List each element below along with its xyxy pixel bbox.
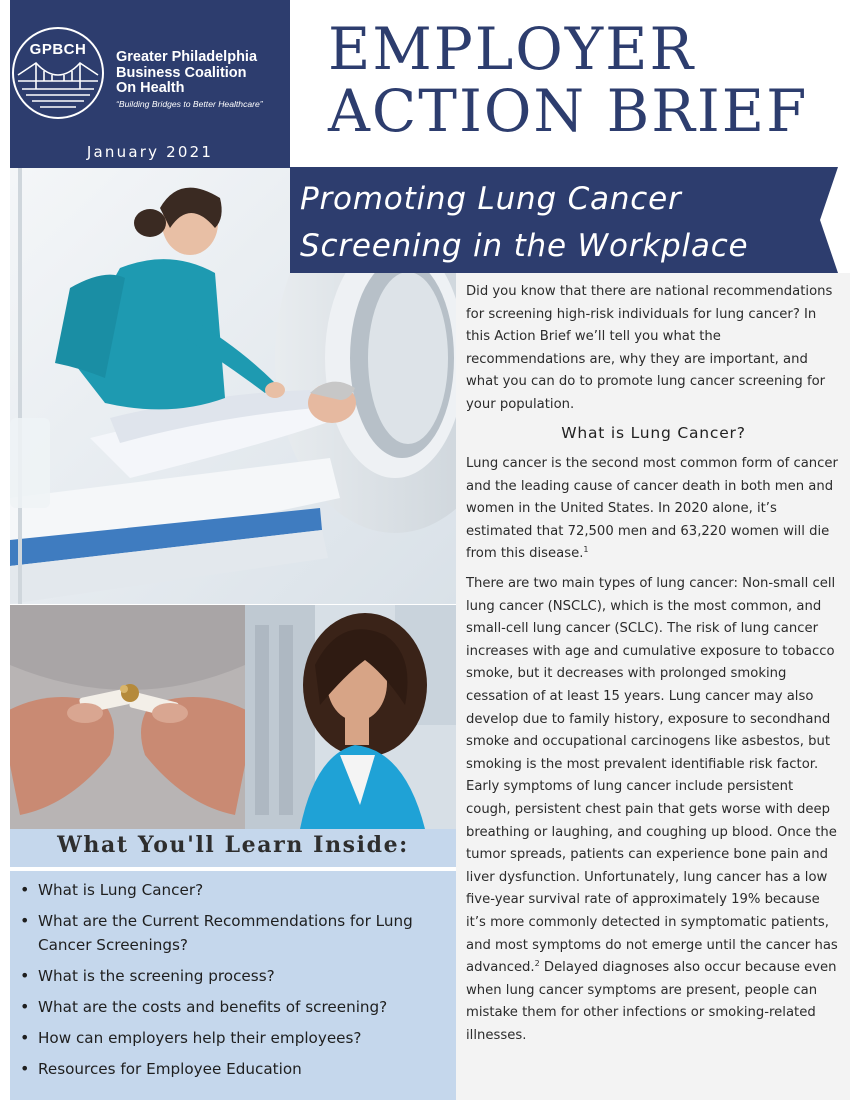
lung-cancer-paragraph-1 [466, 453, 841, 566]
learn-inside-title: What You'll Learn Inside: [57, 832, 409, 858]
organization-tagline: “Building Bridges to Better Healthcare” [116, 99, 263, 109]
issue-date: January 2021 [86, 143, 214, 161]
lung-cancer-paragraph-2 [466, 573, 841, 1047]
paragraph-2-text-a: There are two main types of lung cancer: Non-small cell lung cancer (NSCLC), which is the most common, and small-cell lung cancer (SCLC). The risk of lung cancer increases with age and cumulative exposure to tobacco smoke, but it decreases with prolonged smoking cessation of at least 15 years. Lung cancer may also develop due to family history, exposure to secondhand smoke and occupational carcinogens like asbestos, but smoking is the most prevalent identifiable risk factor. Early symptoms of lung cancer include persistent cough, persistent chest pain that gets worse with deep breathing or laughing, and coughing up blood. Once the tumor spreads, patients can experience bone pain and liver dysfunction. Unfortunately, lung cancer has a low five-year survival rate of approximately 19% because it’s more commonly detected in symptomatic patients, and most symptoms do not emerge until the cancer has advanced. [466, 576, 838, 976]
bridge-icon [14, 29, 102, 117]
woman-breathing-photo [245, 605, 456, 829]
list-item: • What is the screening process? [18, 964, 448, 988]
broken-cigarette-photo [10, 605, 245, 829]
gpbch-logo [12, 27, 104, 119]
footnote-ref-2: 2 [534, 959, 540, 969]
org-name-line-1: Greater Philadelphia [116, 49, 258, 65]
banner-line-2: Screening in the Workplace [300, 228, 749, 264]
section-heading-lung-cancer: What is Lung Cancer? [561, 424, 746, 442]
title-line-2: ACTION BRIEF [328, 77, 809, 145]
brief-title [328, 15, 848, 145]
woman-breathing-illustration [245, 605, 456, 829]
list-item: • What are the costs and benefits of screening? [18, 995, 448, 1019]
footnote-ref-1: 1 [583, 545, 589, 555]
organization-name [116, 50, 286, 97]
list-item: • What are the Current Recommendations for Lung Cancer Screenings? [18, 909, 448, 957]
org-name-line-2: Business Coalition [116, 64, 247, 81]
paragraph-2-text-b: Delayed diagnoses also occur because even when lung cancer symptoms are present, people can mistake them for other infections or smoking-related illnesses. [466, 960, 837, 1043]
list-item: • What is Lung Cancer? [18, 878, 448, 902]
title-line-1: EMPLOYER [328, 15, 696, 83]
learn-inside-list [18, 878, 448, 1088]
list-item: • Resources for Employee Education [18, 1057, 448, 1081]
paragraph-1-text: Lung cancer is the second most common form of cancer and the leading cause of cancer death in both men and women in the United States. In 2020 alone, it’s estimated that 72,500 men and 63,220 women will die from this disease. [466, 456, 838, 562]
org-name-line-3: On Health [116, 80, 185, 96]
broken-cigarette-illustration [10, 605, 245, 829]
intro-paragraph: Did you know that there are national recommendations for screening high-risk individuals for lung cancer? In this Action Brief we’ll tell you what the recommendations are, why they are important, and what you can do to promote lung cancer screening for your population. [466, 284, 833, 412]
banner-title [300, 176, 835, 270]
logo-abbreviation: GPBCH [29, 41, 87, 58]
list-item: • How can employers help their employees? [18, 1026, 448, 1050]
banner-line-1: Promoting Lung Cancer [300, 181, 682, 217]
